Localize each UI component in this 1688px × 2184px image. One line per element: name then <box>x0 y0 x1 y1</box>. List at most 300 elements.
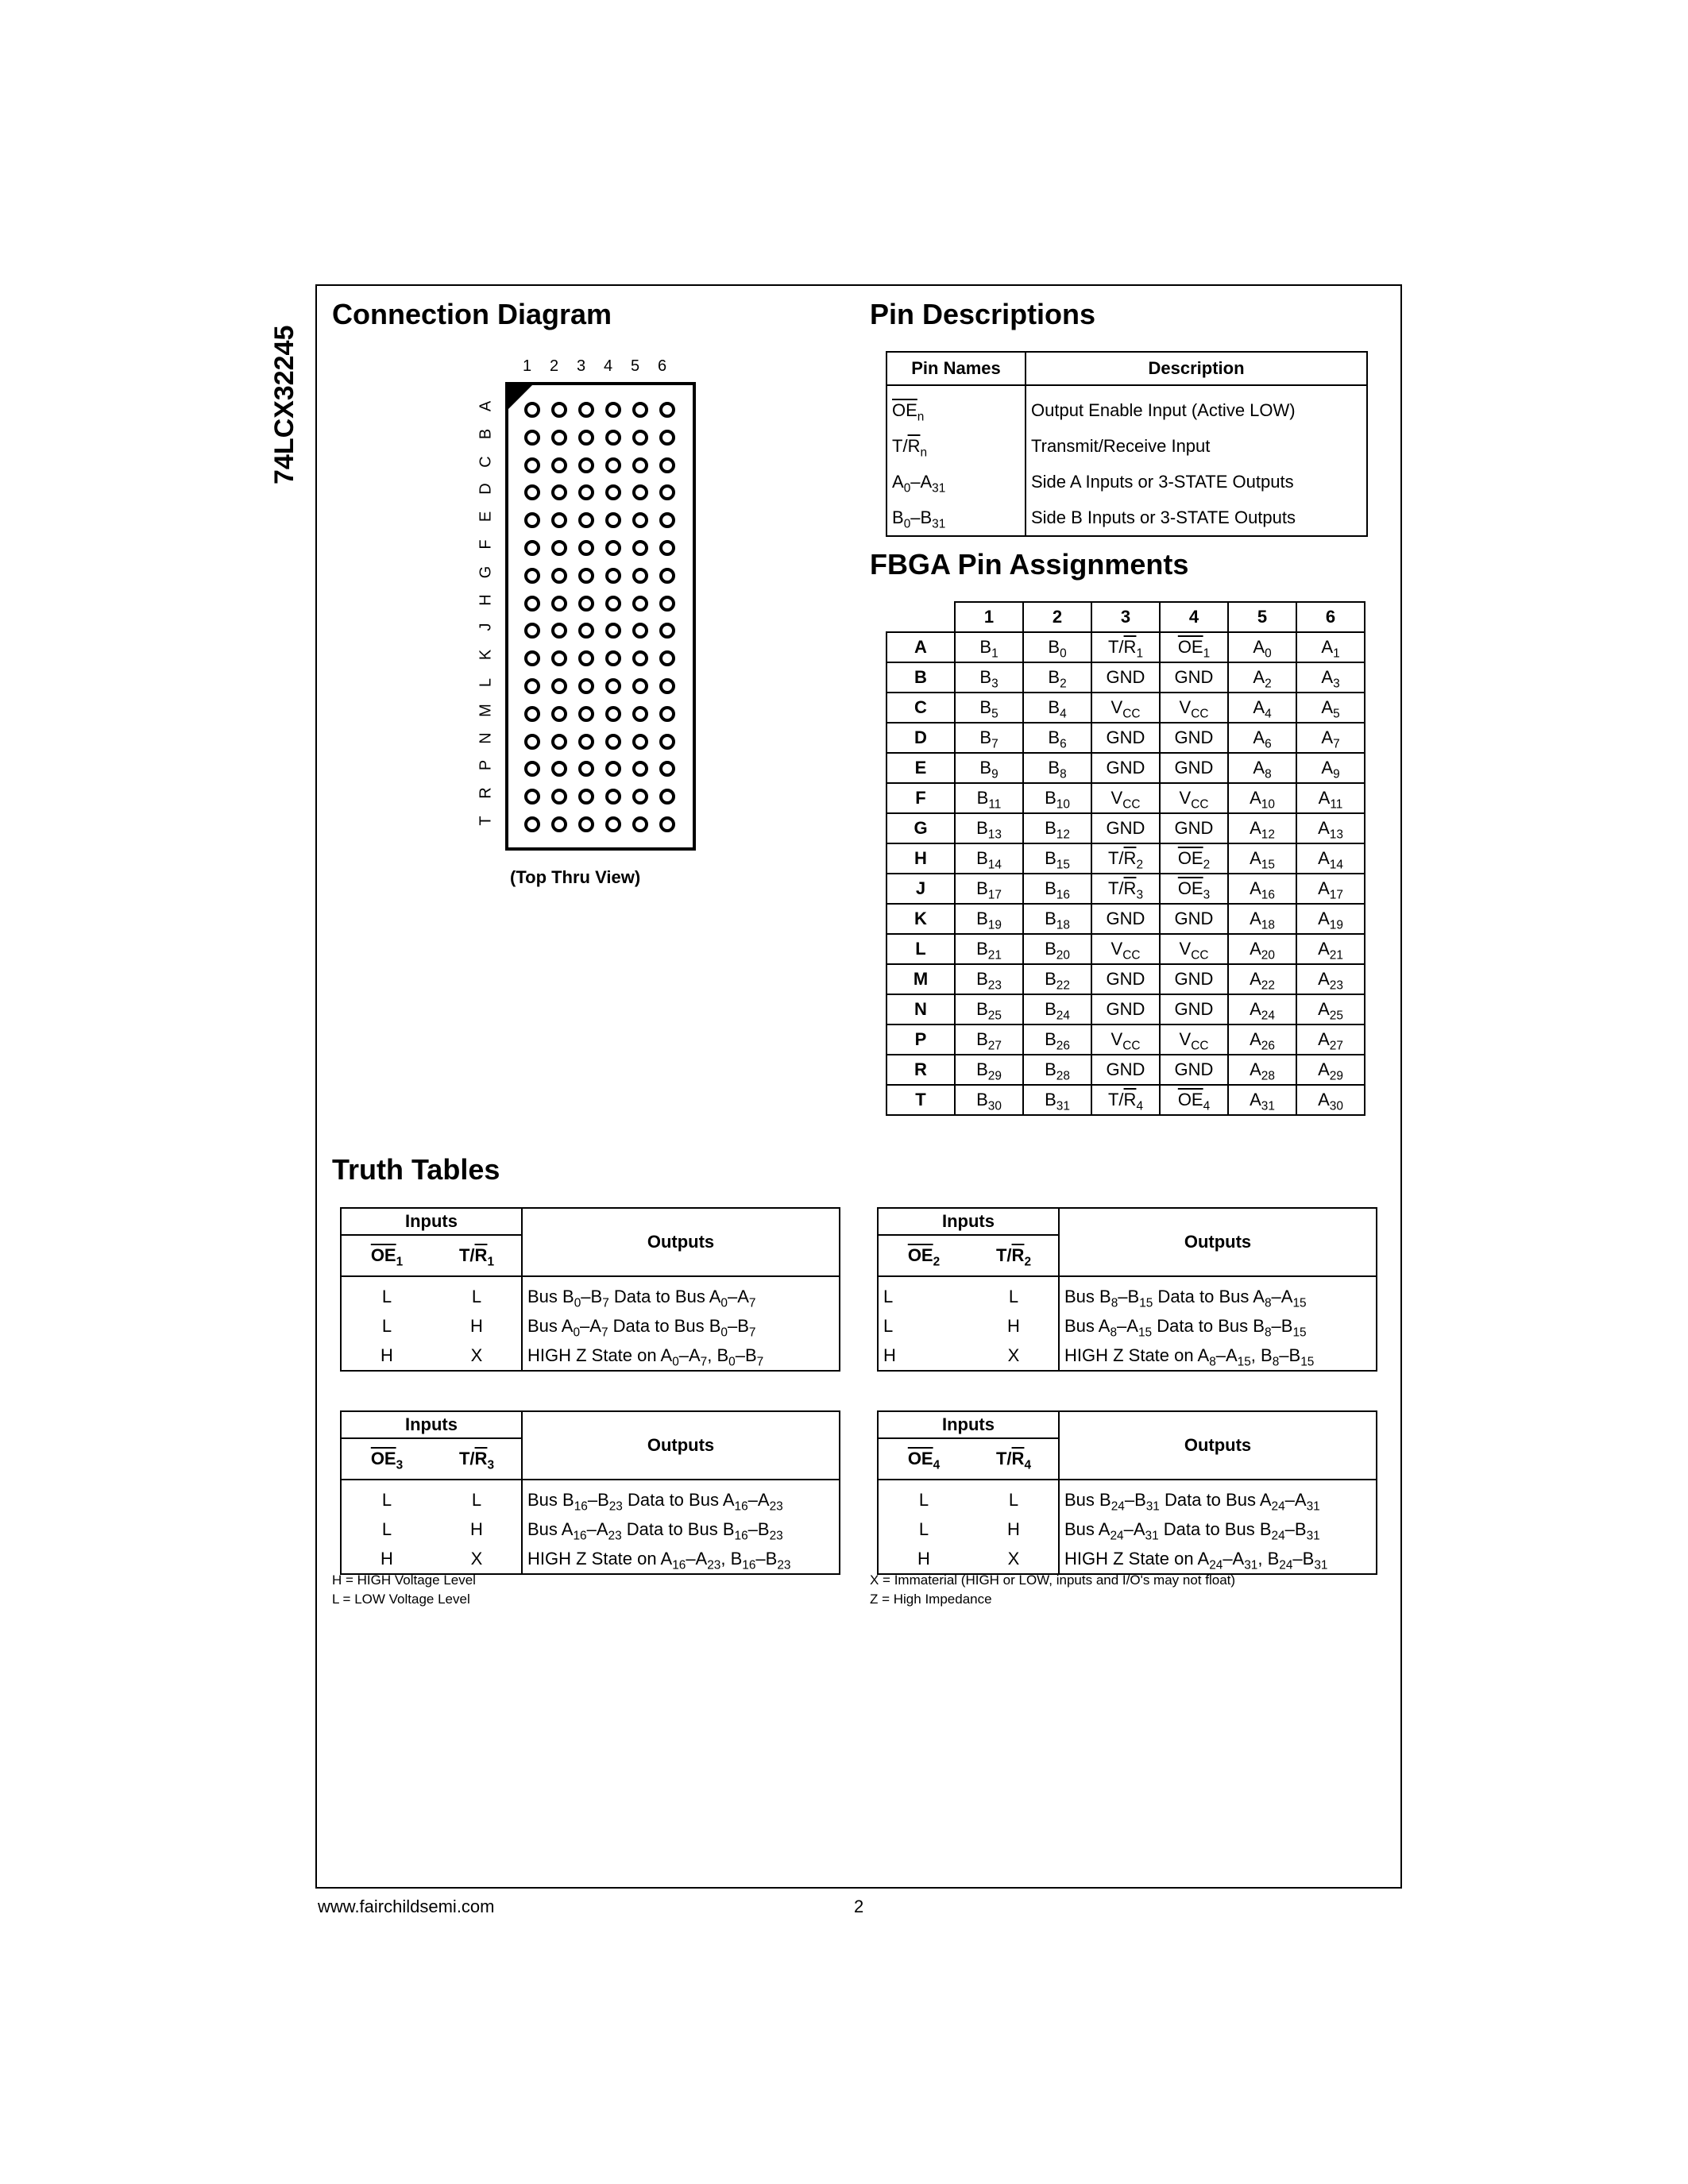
fbga-cell: $A_{14}$ <box>1296 843 1365 874</box>
solder-ball <box>659 734 675 750</box>
pin-descriptions-heading: Pin Descriptions <box>870 298 1096 330</box>
fbga-row-label: C <box>886 693 955 723</box>
solder-ball <box>605 650 621 666</box>
solder-ball <box>578 816 594 832</box>
fbga-package-outline <box>505 382 696 851</box>
fbga-row <box>886 723 1365 753</box>
solder-ball <box>578 650 594 666</box>
solder-ball <box>551 678 567 694</box>
tr-value: H <box>969 1311 1059 1341</box>
fbga-cell: $B_8$ <box>1023 753 1091 783</box>
solder-ball <box>659 402 675 418</box>
fbga-column-label: 4 <box>1160 602 1228 632</box>
solder-ball <box>632 650 648 666</box>
fbga-cell: $A_{23}$ <box>1296 964 1365 994</box>
fbga-cell: $A_{28}$ <box>1228 1055 1296 1085</box>
row-label: C <box>477 455 495 468</box>
fbga-row-label: F <box>886 783 955 813</box>
solder-ball <box>524 402 540 418</box>
tr-header: $T/\overline{R}_1$ <box>432 1235 522 1276</box>
fbga-row <box>886 1024 1365 1055</box>
fbga-cell: GND <box>1091 662 1160 693</box>
fbga-pin-assignments-table <box>886 601 1365 1116</box>
fbga-row-label: T <box>886 1085 955 1115</box>
fbga-cell: $B_{30}$ <box>955 1085 1023 1115</box>
fbga-cell: $B_1$ <box>955 632 1023 662</box>
truth-table-row <box>341 1515 840 1544</box>
fbga-cell: $A_{11}$ <box>1296 783 1365 813</box>
fbga-cell: $B_{19}$ <box>955 904 1023 934</box>
oe-value: L <box>381 1286 392 1306</box>
fbga-cell: $A_{15}$ <box>1228 843 1296 874</box>
fbga-cell: $A_8$ <box>1228 753 1296 783</box>
solder-ball <box>605 816 621 832</box>
row-label: A <box>477 400 495 412</box>
fbga-cell: $B_4$ <box>1023 693 1091 723</box>
solder-ball <box>632 678 648 694</box>
oe-value: H <box>883 1345 896 1365</box>
fbga-cell: $V_{CC}$ <box>1091 1024 1160 1055</box>
solder-ball <box>632 789 648 805</box>
solder-ball <box>605 457 621 473</box>
fbga-column-label: 6 <box>1296 602 1365 632</box>
outputs-header: Outputs <box>522 1411 840 1480</box>
fbga-column-label: 2 <box>1023 602 1091 632</box>
solder-ball <box>524 816 540 832</box>
fbga-heading: FBGA Pin Assignments <box>870 548 1189 581</box>
output-description: Bus $A_{24}-A_{31}$ Data to Bus $B_{24}-B_{31}$ <box>1064 1518 1320 1542</box>
fbga-cell: $A_4$ <box>1228 693 1296 723</box>
solder-ball <box>632 457 648 473</box>
tr-value: X <box>432 1544 522 1574</box>
column-label: 3 <box>577 357 586 375</box>
truth-table-4 <box>877 1410 1377 1575</box>
page-number: 2 <box>854 1897 864 1916</box>
fbga-row-label: N <box>886 994 955 1024</box>
outputs-header: Outputs <box>522 1208 840 1276</box>
oe-value: H <box>380 1548 393 1569</box>
output-description: Bus $A_0-A_7$ Data to Bus $B_0-B_7$ <box>527 1315 756 1339</box>
row-label: P <box>477 760 495 771</box>
solder-ball <box>632 816 648 832</box>
truth-table-1 <box>340 1207 840 1372</box>
solder-ball <box>524 761 540 777</box>
solder-ball <box>524 568 540 584</box>
fbga-cell: $B_{14}$ <box>955 843 1023 874</box>
solder-ball <box>605 430 621 446</box>
fbga-row <box>886 934 1365 964</box>
solder-ball <box>524 457 540 473</box>
fbga-row <box>886 693 1365 723</box>
fbga-row-label: H <box>886 843 955 874</box>
fbga-cell: $A_1$ <box>1296 632 1365 662</box>
fbga-cell: GND <box>1160 813 1228 843</box>
fbga-cell: $B_{15}$ <box>1023 843 1091 874</box>
fbga-cell: $A_{20}$ <box>1228 934 1296 964</box>
solder-ball <box>605 484 621 500</box>
fbga-cell: $A_{29}$ <box>1296 1055 1365 1085</box>
fbga-cell: $V_{CC}$ <box>1160 1024 1228 1055</box>
fbga-cell: $B_{20}$ <box>1023 934 1091 964</box>
fbga-row-label: R <box>886 1055 955 1085</box>
fbga-cell: GND <box>1091 753 1160 783</box>
truth-table-row <box>878 1480 1377 1515</box>
connection-diagram-caption: (Top Thru View) <box>510 867 641 887</box>
pin-name: $T/\overline{R}_n$ <box>886 428 1026 464</box>
solder-ball <box>551 402 567 418</box>
truth-table-row <box>878 1544 1377 1574</box>
fbga-cell: $B_{25}$ <box>955 994 1023 1024</box>
row-label: D <box>477 483 495 496</box>
solder-ball <box>551 484 567 500</box>
truth-table-row <box>341 1341 840 1371</box>
fbga-row <box>886 632 1365 662</box>
fbga-cell: $A_{26}$ <box>1228 1024 1296 1055</box>
solder-ball <box>659 650 675 666</box>
fbga-cell: $A_{25}$ <box>1296 994 1365 1024</box>
solder-ball <box>632 430 648 446</box>
inputs-header: Inputs <box>878 1208 1059 1235</box>
outputs-header: Outputs <box>1059 1411 1377 1480</box>
tr-value: L <box>432 1276 522 1311</box>
pin-descriptions-table <box>886 351 1368 537</box>
fbga-cell: $B_{12}$ <box>1023 813 1091 843</box>
solder-ball <box>524 623 540 639</box>
pin-description-row <box>886 464 1367 500</box>
fbga-cell: $B_{16}$ <box>1023 874 1091 904</box>
solder-ball <box>659 512 675 528</box>
solder-ball <box>605 623 621 639</box>
fbga-cell: $T/\overline{R}_2$ <box>1091 843 1160 874</box>
solder-ball <box>605 761 621 777</box>
truth-table-row <box>878 1311 1377 1341</box>
fbga-row-label: B <box>886 662 955 693</box>
fbga-row-label: A <box>886 632 955 662</box>
fbga-cell: $B_{17}$ <box>955 874 1023 904</box>
row-label: B <box>477 428 495 439</box>
row-label: G <box>477 565 495 579</box>
fbga-row <box>886 753 1365 783</box>
solder-ball <box>551 761 567 777</box>
fbga-cell: $B_{26}$ <box>1023 1024 1091 1055</box>
inputs-header: Inputs <box>878 1411 1059 1438</box>
fbga-cell: $A_{13}$ <box>1296 813 1365 843</box>
solder-ball <box>524 650 540 666</box>
tr-value: X <box>969 1544 1059 1574</box>
row-label: K <box>477 650 495 661</box>
fbga-cell: $B_6$ <box>1023 723 1091 753</box>
solder-ball <box>632 540 648 556</box>
solder-ball <box>578 430 594 446</box>
solder-ball <box>578 706 594 722</box>
fbga-cell: $B_{31}$ <box>1023 1085 1091 1115</box>
fbga-row <box>886 994 1365 1024</box>
fbga-cell: GND <box>1160 723 1228 753</box>
fbga-cell: GND <box>1160 1055 1228 1085</box>
oe-header: $\overline{OE}_3$ <box>341 1438 432 1480</box>
fbga-row <box>886 1055 1365 1085</box>
connection-diagram-heading: Connection Diagram <box>332 298 612 330</box>
oe-header: $\overline{OE}_2$ <box>878 1235 969 1276</box>
fbga-row-label: L <box>886 934 955 964</box>
fbga-column-label: 5 <box>1228 602 1296 632</box>
outputs-header: Outputs <box>1059 1208 1377 1276</box>
solder-ball <box>659 706 675 722</box>
solder-ball <box>524 540 540 556</box>
column-label: 1 <box>523 357 532 375</box>
fbga-cell: $B_{18}$ <box>1023 904 1091 934</box>
fbga-cell: $V_{CC}$ <box>1160 934 1228 964</box>
fbga-cell: GND <box>1160 753 1228 783</box>
fbga-cell: GND <box>1091 1055 1160 1085</box>
column-label: 5 <box>631 357 640 375</box>
fbga-cell: $A_{30}$ <box>1296 1085 1365 1115</box>
solder-ball <box>605 734 621 750</box>
pin-description-row <box>886 385 1367 428</box>
solder-ball <box>605 568 621 584</box>
fbga-cell: $B_{13}$ <box>955 813 1023 843</box>
fbga-cell: $A_{10}$ <box>1228 783 1296 813</box>
solder-ball <box>578 512 594 528</box>
pin-description: Transmit/Receive Input <box>1031 435 1211 456</box>
tr-header: $T/\overline{R}_3$ <box>432 1438 522 1480</box>
solder-ball <box>632 402 648 418</box>
fbga-cell: $V_{CC}$ <box>1160 693 1228 723</box>
oe-value: L <box>381 1518 392 1539</box>
solder-ball <box>605 540 621 556</box>
footer-url: www.fairchildsemi.com <box>318 1897 495 1916</box>
fbga-cell: GND <box>1160 904 1228 934</box>
truth-table-row <box>878 1515 1377 1544</box>
fbga-cell: $A_{27}$ <box>1296 1024 1365 1055</box>
fbga-cell: $B_2$ <box>1023 662 1091 693</box>
output-description: HIGH Z State on $A_{24}-A_{31}$, $B_{24}-B_{31}$ <box>1064 1548 1328 1572</box>
fbga-row <box>886 964 1365 994</box>
solder-ball <box>659 457 675 473</box>
fbga-cell: $T/\overline{R}_4$ <box>1091 1085 1160 1115</box>
solder-ball <box>605 678 621 694</box>
fbga-cell: $A_3$ <box>1296 662 1365 693</box>
pin-description-row <box>886 500 1367 536</box>
tr-header: $T/\overline{R}_4$ <box>969 1438 1059 1480</box>
fbga-row <box>886 843 1365 874</box>
solder-ball <box>524 678 540 694</box>
output-description: Bus $B_0-B_7$ Data to Bus $A_0-A_7$ <box>527 1286 756 1310</box>
solder-ball <box>551 512 567 528</box>
fbga-cell: $A_7$ <box>1296 723 1365 753</box>
solder-ball <box>578 484 594 500</box>
fbga-cell: GND <box>1160 994 1228 1024</box>
fbga-row-label: M <box>886 964 955 994</box>
fbga-cell: $B_{23}$ <box>955 964 1023 994</box>
solder-ball <box>632 568 648 584</box>
solder-ball <box>524 706 540 722</box>
fbga-row-label: G <box>886 813 955 843</box>
solder-ball <box>524 512 540 528</box>
fbga-row <box>886 1085 1365 1115</box>
solder-ball <box>632 484 648 500</box>
tr-value: L <box>969 1480 1059 1515</box>
solder-ball <box>578 789 594 805</box>
fbga-cell: $V_{CC}$ <box>1091 783 1160 813</box>
oe-value: L <box>918 1518 929 1539</box>
fbga-cell: $B_{21}$ <box>955 934 1023 964</box>
tr-value: X <box>432 1341 522 1371</box>
row-label: R <box>477 787 495 799</box>
solder-ball <box>659 761 675 777</box>
solder-ball <box>632 761 648 777</box>
pin-names-header: Pin Names <box>886 352 1026 385</box>
pin-name: $B_0-B_{31}$ <box>886 500 1026 536</box>
oe-value: L <box>381 1489 392 1510</box>
fbga-cell: $V_{CC}$ <box>1091 693 1160 723</box>
fbga-row <box>886 783 1365 813</box>
fbga-cell: GND <box>1091 904 1160 934</box>
truth-tables-heading: Truth Tables <box>332 1153 500 1186</box>
oe-value: L <box>918 1489 929 1510</box>
truth-table-2 <box>877 1207 1377 1372</box>
solder-ball <box>578 734 594 750</box>
pin-description: Side A Inputs or 3-STATE Outputs <box>1031 471 1294 492</box>
fbga-header-row <box>886 602 1365 632</box>
fbga-cell: $A_{12}$ <box>1228 813 1296 843</box>
fbga-cell: $B_{27}$ <box>955 1024 1023 1055</box>
fbga-cell: $A_{24}$ <box>1228 994 1296 1024</box>
solder-ball <box>551 596 567 612</box>
fbga-row <box>886 874 1365 904</box>
solder-ball <box>578 402 594 418</box>
column-label: 6 <box>658 357 667 375</box>
tr-value: L <box>432 1480 522 1515</box>
fbga-cell: $V_{CC}$ <box>1160 783 1228 813</box>
solder-ball <box>659 678 675 694</box>
solder-ball <box>551 457 567 473</box>
fbga-row <box>886 904 1365 934</box>
fbga-cell: $B_{10}$ <box>1023 783 1091 813</box>
fbga-cell: $B_{29}$ <box>955 1055 1023 1085</box>
fbga-row <box>886 662 1365 693</box>
fbga-column-label: 3 <box>1091 602 1160 632</box>
fbga-cell: $B_5$ <box>955 693 1023 723</box>
fbga-cell: $B_{24}$ <box>1023 994 1091 1024</box>
solder-ball <box>524 789 540 805</box>
truth-table-row <box>878 1341 1377 1371</box>
solder-ball <box>659 623 675 639</box>
fbga-cell: GND <box>1091 994 1160 1024</box>
fbga-cell: $A_9$ <box>1296 753 1365 783</box>
solder-ball <box>632 734 648 750</box>
column-label: 2 <box>550 357 559 375</box>
row-label: T <box>477 816 495 826</box>
row-label: H <box>477 593 495 606</box>
tr-value: X <box>969 1341 1059 1371</box>
output-description: HIGH Z State on $A_8-A_{15}$, $B_8-B_{15}$ <box>1064 1345 1315 1368</box>
pin-name: $\overline{OE}_n$ <box>886 385 1026 428</box>
fbga-cell: $B_{28}$ <box>1023 1055 1091 1085</box>
fbga-cell: $A_6$ <box>1228 723 1296 753</box>
solder-ball <box>551 706 567 722</box>
solder-ball <box>578 761 594 777</box>
fbga-cell: $B_{22}$ <box>1023 964 1091 994</box>
solder-ball <box>551 623 567 639</box>
solder-ball <box>605 512 621 528</box>
solder-ball <box>659 568 675 584</box>
row-label: E <box>477 511 495 523</box>
description-header: Description <box>1026 352 1367 385</box>
fbga-row-label: K <box>886 904 955 934</box>
solder-ball <box>605 706 621 722</box>
pin-name: $A_0-A_{31}$ <box>886 464 1026 500</box>
fbga-row-label: P <box>886 1024 955 1055</box>
fbga-row-label: D <box>886 723 955 753</box>
solder-ball <box>551 789 567 805</box>
fbga-cell: $V_{CC}$ <box>1091 934 1160 964</box>
solder-ball <box>659 789 675 805</box>
output-description: HIGH Z State on $A_0-A_7$, $B_0-B_7$ <box>527 1345 764 1368</box>
pin-description: Side B Inputs or 3-STATE Outputs <box>1031 507 1296 527</box>
fbga-cell: $B_{11}$ <box>955 783 1023 813</box>
truth-table-row <box>341 1276 840 1311</box>
inputs-header: Inputs <box>341 1411 522 1438</box>
solder-ball <box>578 678 594 694</box>
truth-table-3 <box>340 1410 840 1575</box>
fbga-cell: $B_0$ <box>1023 632 1091 662</box>
solder-ball <box>524 734 540 750</box>
oe-value: L <box>381 1315 392 1336</box>
solder-ball <box>551 430 567 446</box>
fbga-cell: $A_{16}$ <box>1228 874 1296 904</box>
solder-ball <box>605 789 621 805</box>
part-number-side-title: 74LCX32245 <box>269 325 299 484</box>
pin-description-row <box>886 428 1367 464</box>
oe-header: $\overline{OE}_4$ <box>878 1438 969 1480</box>
fbga-cell: $\overline{OE}_3$ <box>1160 874 1228 904</box>
fbga-cell: $A_2$ <box>1228 662 1296 693</box>
row-label: L <box>477 677 495 688</box>
truth-table-row <box>341 1311 840 1341</box>
fbga-cell: $A_{22}$ <box>1228 964 1296 994</box>
tr-header: $T/\overline{R}_2$ <box>969 1235 1059 1276</box>
solder-ball <box>578 568 594 584</box>
solder-ball <box>551 568 567 584</box>
row-label: M <box>477 703 495 717</box>
fbga-cell: $A_{21}$ <box>1296 934 1365 964</box>
solder-ball <box>659 596 675 612</box>
tr-value: L <box>969 1276 1059 1311</box>
solder-ball <box>551 540 567 556</box>
solder-ball <box>605 402 621 418</box>
fbga-cell: GND <box>1160 964 1228 994</box>
output-description: Bus $B_8-B_{15}$ Data to Bus $A_8-A_{15}$ <box>1064 1286 1307 1310</box>
solder-ball <box>632 596 648 612</box>
truth-table-row <box>341 1544 840 1574</box>
solder-ball <box>632 706 648 722</box>
solder-ball <box>659 484 675 500</box>
solder-ball <box>605 596 621 612</box>
solder-ball <box>551 816 567 832</box>
oe-value: L <box>883 1286 894 1306</box>
oe-value: L <box>883 1315 894 1336</box>
solder-ball <box>578 596 594 612</box>
solder-ball <box>632 512 648 528</box>
tr-value: H <box>432 1311 522 1341</box>
fbga-cell: $T/\overline{R}_1$ <box>1091 632 1160 662</box>
solder-ball <box>632 623 648 639</box>
solder-ball <box>524 484 540 500</box>
truth-table-row <box>878 1276 1377 1311</box>
fbga-row <box>886 813 1365 843</box>
solder-ball <box>551 734 567 750</box>
